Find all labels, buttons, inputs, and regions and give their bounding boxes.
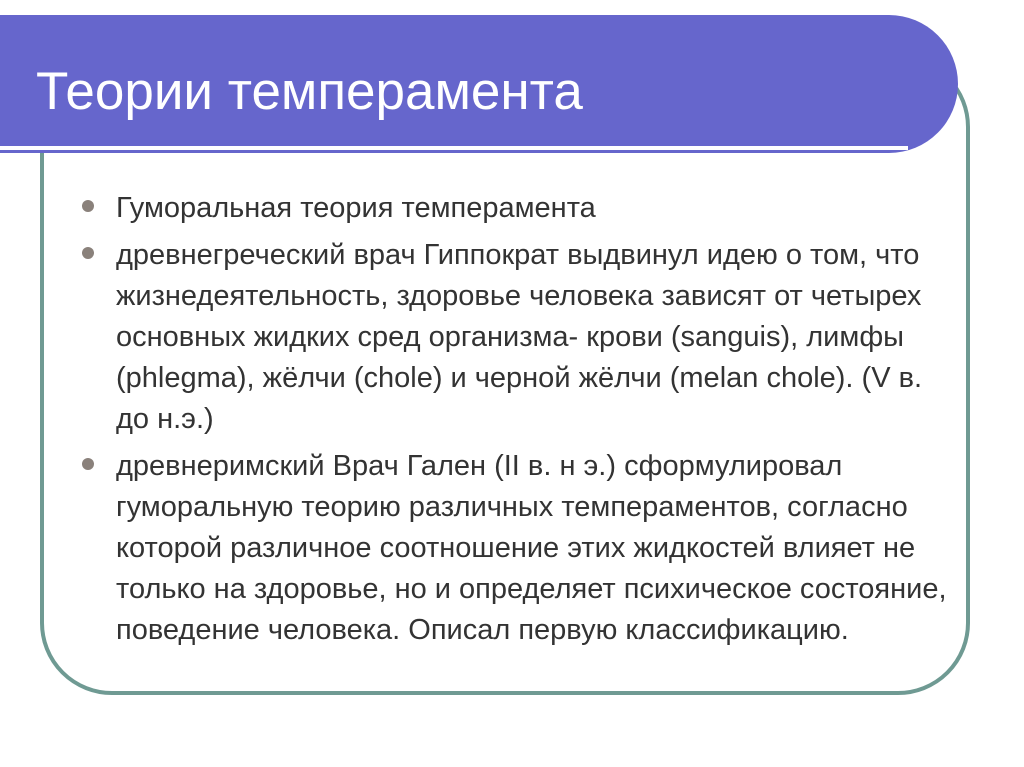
bullet-dot-icon [82, 200, 94, 212]
bullet-text: древнегреческий врач Гиппократ выдвинул идею о том, что жизнедеятельность, здоровье человека зависят от четырех основных жидких сред организма- крови (sanguis), лимфы (phlegma), жёлчи (chole) и черной жёлчи (melan chole). (V в. до н.э.) [116, 239, 923, 435]
bullet-item [82, 235, 952, 440]
bullet-text: Гуморальная теория темперамента [116, 192, 596, 224]
slide-title: Теории темперамента [36, 62, 583, 121]
title-underline [0, 146, 908, 150]
bullet-text: древнеримский Врач Гален (II в. н э.) сформулировал гуморальную теорию различных темпераментов, согласно которой различное соотношение этих жидкостей влияет не только на здоровье, но и определяет психическое состояние, поведение человека. Описал первую классификацию. [116, 450, 947, 646]
bullet-dot-icon [82, 247, 94, 259]
bullet-item [82, 446, 952, 651]
bullet-list [82, 188, 952, 657]
title-bar [0, 15, 958, 153]
bullet-item [82, 188, 952, 229]
bullet-dot-icon [82, 458, 94, 470]
